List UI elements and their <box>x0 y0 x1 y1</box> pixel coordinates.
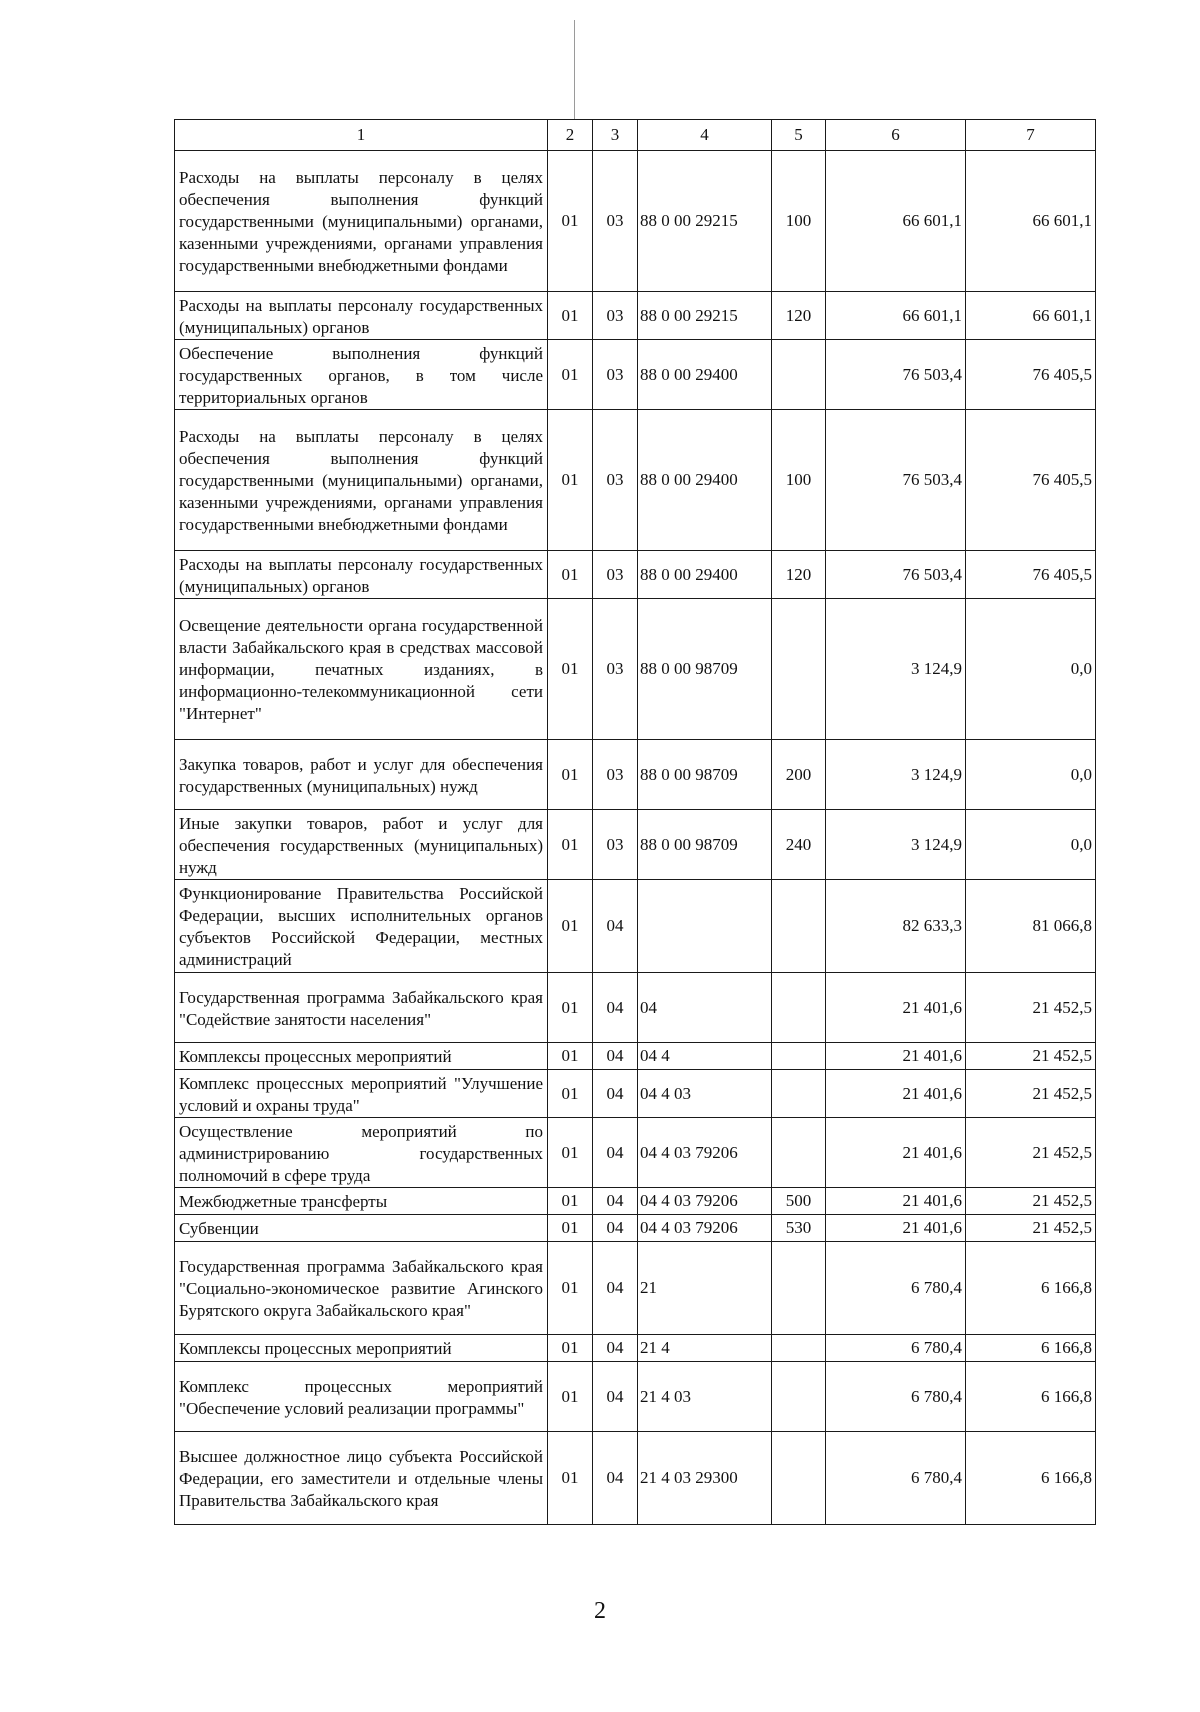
amount-col6-cell: 21 401,6 <box>826 1118 966 1188</box>
table-row <box>175 1118 1096 1188</box>
expense-name-cell: Расходы на выплаты персоналу в целях обеспечения выполнения функций государственными (муниципальными) органами, казенными учреждениями, органами управления государственными внебюджетными фондами <box>175 410 548 551</box>
amount-col7-cell: 6 166,8 <box>966 1242 1096 1335</box>
amount-col6-cell: 3 124,9 <box>826 740 966 810</box>
expense-type-cell: 200 <box>772 740 826 810</box>
amount-col6-cell: 21 401,6 <box>826 1215 966 1242</box>
target-item-cell: 21 4 <box>638 1335 772 1362</box>
amount-col7-cell: 0,0 <box>966 740 1096 810</box>
table-row <box>175 292 1096 340</box>
amount-col7-cell: 21 452,5 <box>966 1118 1096 1188</box>
expense-name-cell: Закупка товаров, работ и услуг для обеспечения государственных (муниципальных) нужд <box>175 740 548 810</box>
table-row <box>175 340 1096 410</box>
expense-type-cell: 500 <box>772 1188 826 1215</box>
amount-col7-cell: 81 066,8 <box>966 880 1096 973</box>
section-code-cell: 01 <box>548 810 593 880</box>
subsection-code-cell: 03 <box>593 599 638 740</box>
subsection-code-cell: 04 <box>593 1242 638 1335</box>
expense-type-cell: 120 <box>772 551 826 599</box>
target-item-cell: 04 4 03 79206 <box>638 1118 772 1188</box>
table-row <box>175 740 1096 810</box>
amount-col6-cell: 6 780,4 <box>826 1432 966 1525</box>
amount-col6-cell: 21 401,6 <box>826 1188 966 1215</box>
amount-col6-cell: 66 601,1 <box>826 151 966 292</box>
target-item-cell: 88 0 00 29215 <box>638 292 772 340</box>
table-row <box>175 1215 1096 1242</box>
amount-col6-cell: 76 503,4 <box>826 340 966 410</box>
target-item-cell: 21 4 03 <box>638 1362 772 1432</box>
target-item-cell: 04 <box>638 973 772 1043</box>
amount-col7-cell: 6 166,8 <box>966 1432 1096 1525</box>
column-header: 6 <box>826 120 966 151</box>
table-row <box>175 599 1096 740</box>
table-row <box>175 880 1096 973</box>
scan-fold-line <box>574 20 575 120</box>
amount-col7-cell: 76 405,5 <box>966 410 1096 551</box>
table-row <box>175 551 1096 599</box>
table-row <box>175 1432 1096 1525</box>
budget-table <box>174 119 1096 1525</box>
subsection-code-cell: 03 <box>593 410 638 551</box>
expense-type-cell <box>772 599 826 740</box>
amount-col7-cell: 21 452,5 <box>966 1070 1096 1118</box>
subsection-code-cell: 04 <box>593 1188 638 1215</box>
expense-type-cell <box>772 1362 826 1432</box>
section-code-cell: 01 <box>548 1432 593 1525</box>
section-code-cell: 01 <box>548 1043 593 1070</box>
expense-type-cell <box>772 1070 826 1118</box>
section-code-cell: 01 <box>548 292 593 340</box>
amount-col6-cell: 21 401,6 <box>826 973 966 1043</box>
target-item-cell: 88 0 00 98709 <box>638 599 772 740</box>
expense-name-cell: Государственная программа Забайкальского края "Социально-экономическое развитие Агинского Бурятского округа Забайкальского края" <box>175 1242 548 1335</box>
amount-col7-cell: 6 166,8 <box>966 1362 1096 1432</box>
section-code-cell: 01 <box>548 1242 593 1335</box>
expense-name-cell: Обеспечение выполнения функций государственных органов, в том числе территориальных органов <box>175 340 548 410</box>
expense-type-cell: 100 <box>772 410 826 551</box>
table-row <box>175 1188 1096 1215</box>
amount-col6-cell: 76 503,4 <box>826 410 966 551</box>
table-row <box>175 1043 1096 1070</box>
table-row <box>175 1242 1096 1335</box>
target-item-cell: 88 0 00 29400 <box>638 410 772 551</box>
expense-name-cell: Высшее должностное лицо субъекта Российской Федерации, его заместители и отдельные члены Правительства Забайкальского края <box>175 1432 548 1525</box>
expense-name-cell: Межбюджетные трансферты <box>175 1188 548 1215</box>
expense-name-cell: Иные закупки товаров, работ и услуг для обеспечения государственных (муниципальных) нужд <box>175 810 548 880</box>
amount-col6-cell: 82 633,3 <box>826 880 966 973</box>
amount-col6-cell: 21 401,6 <box>826 1043 966 1070</box>
column-header: 1 <box>175 120 548 151</box>
amount-col7-cell: 76 405,5 <box>966 340 1096 410</box>
expense-name-cell: Комплекс процессных мероприятий "Улучшение условий и охраны труда" <box>175 1070 548 1118</box>
column-header: 2 <box>548 120 593 151</box>
section-code-cell: 01 <box>548 1362 593 1432</box>
target-item-cell: 04 4 03 79206 <box>638 1215 772 1242</box>
amount-col6-cell: 3 124,9 <box>826 599 966 740</box>
target-item-cell: 21 <box>638 1242 772 1335</box>
table-row <box>175 410 1096 551</box>
amount-col7-cell: 0,0 <box>966 810 1096 880</box>
expense-type-cell <box>772 973 826 1043</box>
section-code-cell: 01 <box>548 410 593 551</box>
expense-type-cell <box>772 1043 826 1070</box>
expense-name-cell: Функционирование Правительства Российской Федерации, высших исполнительных органов субъектов Российской Федерации, местных администраций <box>175 880 548 973</box>
amount-col6-cell: 66 601,1 <box>826 292 966 340</box>
subsection-code-cell: 04 <box>593 1118 638 1188</box>
subsection-code-cell: 03 <box>593 551 638 599</box>
section-code-cell: 01 <box>548 1188 593 1215</box>
subsection-code-cell: 04 <box>593 1043 638 1070</box>
amount-col7-cell: 6 166,8 <box>966 1335 1096 1362</box>
target-item-cell <box>638 880 772 973</box>
amount-col7-cell: 0,0 <box>966 599 1096 740</box>
subsection-code-cell: 04 <box>593 1362 638 1432</box>
section-code-cell: 01 <box>548 740 593 810</box>
section-code-cell: 01 <box>548 1215 593 1242</box>
expense-name-cell: Субвенции <box>175 1215 548 1242</box>
table-row <box>175 1362 1096 1432</box>
subsection-code-cell: 03 <box>593 151 638 292</box>
table-header-row <box>175 120 1096 151</box>
section-code-cell: 01 <box>548 1070 593 1118</box>
target-item-cell: 88 0 00 98709 <box>638 810 772 880</box>
subsection-code-cell: 04 <box>593 973 638 1043</box>
expense-name-cell: Освещение деятельности органа государственной власти Забайкальского края в средствах массовой информации, печатных изданиях, в информационно-телекоммуникационной сети "Интернет" <box>175 599 548 740</box>
table-row <box>175 1070 1096 1118</box>
table-row <box>175 1335 1096 1362</box>
amount-col7-cell: 21 452,5 <box>966 1043 1096 1070</box>
section-code-cell: 01 <box>548 880 593 973</box>
amount-col7-cell: 21 452,5 <box>966 1215 1096 1242</box>
expense-type-cell: 120 <box>772 292 826 340</box>
subsection-code-cell: 04 <box>593 1335 638 1362</box>
page-number: 2 <box>594 1598 606 1624</box>
expense-type-cell <box>772 880 826 973</box>
expense-name-cell: Осуществление мероприятий по администрированию государственных полномочий в сфере труда <box>175 1118 548 1188</box>
expense-name-cell: Комплекс процессных мероприятий "Обеспечение условий реализации программы" <box>175 1362 548 1432</box>
subsection-code-cell: 04 <box>593 1215 638 1242</box>
target-item-cell: 04 4 03 79206 <box>638 1188 772 1215</box>
subsection-code-cell: 03 <box>593 292 638 340</box>
column-header: 3 <box>593 120 638 151</box>
target-item-cell: 21 4 03 29300 <box>638 1432 772 1525</box>
section-code-cell: 01 <box>548 599 593 740</box>
table-row <box>175 973 1096 1043</box>
section-code-cell: 01 <box>548 1335 593 1362</box>
expense-name-cell: Расходы на выплаты персоналу государственных (муниципальных) органов <box>175 292 548 340</box>
expense-name-cell: Комплексы процессных мероприятий <box>175 1043 548 1070</box>
section-code-cell: 01 <box>548 340 593 410</box>
target-item-cell: 04 4 03 <box>638 1070 772 1118</box>
amount-col6-cell: 76 503,4 <box>826 551 966 599</box>
target-item-cell: 88 0 00 29400 <box>638 551 772 599</box>
amount-col7-cell: 66 601,1 <box>966 151 1096 292</box>
table-row <box>175 151 1096 292</box>
table-row <box>175 810 1096 880</box>
amount-col6-cell: 6 780,4 <box>826 1335 966 1362</box>
amount-col7-cell: 21 452,5 <box>966 973 1096 1043</box>
subsection-code-cell: 03 <box>593 810 638 880</box>
amount-col6-cell: 6 780,4 <box>826 1242 966 1335</box>
amount-col7-cell: 66 601,1 <box>966 292 1096 340</box>
amount-col7-cell: 76 405,5 <box>966 551 1096 599</box>
expense-type-cell <box>772 1432 826 1525</box>
subsection-code-cell: 04 <box>593 1432 638 1525</box>
expense-name-cell: Расходы на выплаты персоналу в целях обеспечения выполнения функций государственными (муниципальными) органами, казенными учреждениями, органами управления государственными внебюджетными фондами <box>175 151 548 292</box>
expense-type-cell: 100 <box>772 151 826 292</box>
section-code-cell: 01 <box>548 151 593 292</box>
expense-type-cell <box>772 1118 826 1188</box>
column-header: 7 <box>966 120 1096 151</box>
subsection-code-cell: 04 <box>593 880 638 973</box>
subsection-code-cell: 03 <box>593 340 638 410</box>
expense-type-cell: 530 <box>772 1215 826 1242</box>
expense-type-cell <box>772 1242 826 1335</box>
expense-type-cell <box>772 1335 826 1362</box>
target-item-cell: 88 0 00 29400 <box>638 340 772 410</box>
section-code-cell: 01 <box>548 551 593 599</box>
target-item-cell: 88 0 00 29215 <box>638 151 772 292</box>
amount-col6-cell: 6 780,4 <box>826 1362 966 1432</box>
expense-name-cell: Государственная программа Забайкальского края "Содействие занятости населения" <box>175 973 548 1043</box>
column-header: 5 <box>772 120 826 151</box>
amount-col6-cell: 3 124,9 <box>826 810 966 880</box>
amount-col7-cell: 21 452,5 <box>966 1188 1096 1215</box>
target-item-cell: 04 4 <box>638 1043 772 1070</box>
expense-type-cell <box>772 340 826 410</box>
subsection-code-cell: 03 <box>593 740 638 810</box>
expense-type-cell: 240 <box>772 810 826 880</box>
subsection-code-cell: 04 <box>593 1070 638 1118</box>
column-header: 4 <box>638 120 772 151</box>
expense-name-cell: Расходы на выплаты персоналу государственных (муниципальных) органов <box>175 551 548 599</box>
expense-name-cell: Комплексы процессных мероприятий <box>175 1335 548 1362</box>
target-item-cell: 88 0 00 98709 <box>638 740 772 810</box>
section-code-cell: 01 <box>548 973 593 1043</box>
section-code-cell: 01 <box>548 1118 593 1188</box>
amount-col6-cell: 21 401,6 <box>826 1070 966 1118</box>
